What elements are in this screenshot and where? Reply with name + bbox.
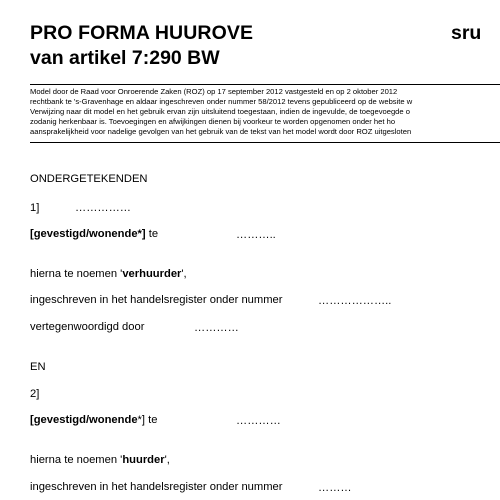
disclaimer-line: zodanig herkenbaar is. Toevoegingen en afwijkingen dienen bij voorkeur te worden opgenomen onder het ho — [30, 117, 396, 127]
party2-registered-field[interactable]: ……… — [318, 482, 352, 494]
party1-established-label — [30, 228, 158, 240]
document-title — [30, 22, 500, 69]
established-bold-text: [gevestigd/wonende*] — [30, 228, 146, 240]
disclaimer-box — [30, 84, 500, 143]
party1-represented-label: vertegenwoordigd door — [30, 321, 145, 333]
disclaimer-line: aansprakelijkheid voor nadelige gevolgen van het gebruik van de tekst van het model wordt door ROZ uitgesloten — [30, 127, 412, 137]
established-star-text: *] — [137, 414, 146, 426]
party1-name-field[interactable]: …………… — [75, 202, 131, 214]
party1-number: 1] — [30, 202, 40, 214]
title-line-1-right: sru — [451, 22, 482, 44]
disclaimer-line: Model door de Raad voor Onroerende Zaken (ROZ) op 17 september 2012 vastgesteld en op 2 oktober 2012 — [30, 87, 398, 96]
established-rest-text: te — [145, 414, 158, 426]
party1-established-field[interactable]: ……….. — [236, 229, 276, 241]
hereinafter-prefix: hierna te noemen ' — [30, 268, 123, 280]
redaction-mask — [262, 22, 450, 46]
party1-registered-label: ingeschreven in het handelsregister onder nummer — [30, 294, 283, 306]
party2-number: 2] — [30, 388, 40, 400]
established-bold-text: [gevestigd/wonende — [30, 414, 138, 426]
party2-established-field[interactable]: ………… — [236, 415, 281, 427]
party2-hereinafter-line — [30, 454, 170, 466]
hereinafter-suffix: ', — [181, 268, 187, 280]
party1-hereinafter-line — [30, 268, 187, 280]
party2-established-label — [30, 414, 157, 426]
tenant-prefix: hierna te noemen ' — [30, 454, 123, 466]
title-line-1-left: PRO FORMA HUUROVE — [30, 22, 254, 44]
disclaimer-line: rechtbank te 's-Gravenhage en aldaar ingeschreven onder nummer 58/2012 tevens gepubliceerd op de website w — [30, 97, 413, 107]
party2-registered-label: ingeschreven in het handelsregister onder nummer — [30, 481, 283, 493]
title-line-2: van artikel 7:290 BW — [30, 47, 220, 69]
party1-registered-field[interactable]: ……………….. — [318, 295, 392, 307]
party1-represented-field[interactable]: ………… — [194, 322, 239, 334]
disclaimer-line: Verwijzing naar dit model en het gebruik ervan zijn uitsluitend toegestaan, indien de ingevulde, de toegevoegde o — [30, 107, 410, 117]
established-rest-text: te — [145, 228, 159, 240]
tenant-suffix: ', — [164, 454, 170, 466]
undersigned-heading: ONDERGETEKENDEN — [30, 173, 148, 185]
and-separator: EN — [30, 361, 46, 373]
tenant-term: huurder — [122, 454, 165, 466]
landlord-term: verhuurder — [122, 268, 182, 280]
